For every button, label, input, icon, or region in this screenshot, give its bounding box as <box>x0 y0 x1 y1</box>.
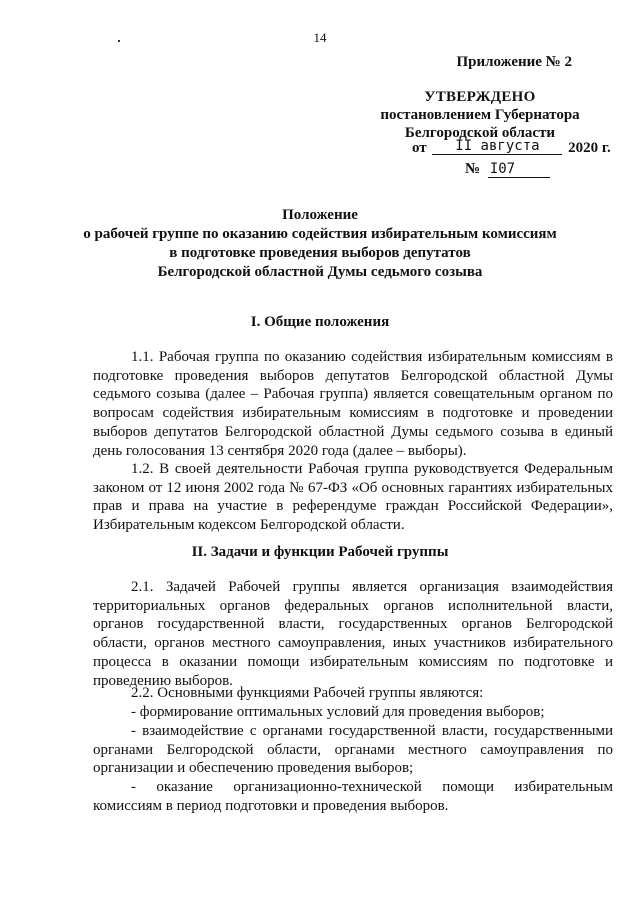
section-2-heading: II. Задачи и функции Рабочей группы <box>191 544 449 560</box>
appendix-label: Приложение № 2 <box>456 54 572 70</box>
approval-date-line <box>412 140 611 157</box>
section-1-heading: I. Общие положения <box>250 314 390 330</box>
approval-title: УТВЕРЖДЕНО <box>424 89 536 105</box>
title-line-3: в подготовке проведения выборов депутатов <box>169 245 471 261</box>
approval-line-2: Белгородской области <box>404 125 556 141</box>
function-item-3-text: - оказание организационно-технической помощи избирательным комиссиям в период подготовки и проведения выборов. <box>93 779 613 814</box>
number-prefix: № <box>465 161 481 177</box>
scan-speck <box>118 40 120 42</box>
paragraph-1-1 <box>93 348 613 460</box>
date-value: II августа <box>432 138 562 155</box>
paragraph-1-2 <box>93 460 613 535</box>
date-prefix: от <box>412 140 427 156</box>
number-value: I07 <box>488 161 550 178</box>
document-title <box>0 206 640 282</box>
title-line-1: Положение <box>282 207 358 223</box>
paragraph-2-2: 2.2. Основными функциями Рабочей группы являются: <box>131 685 484 701</box>
approval-block <box>380 88 580 142</box>
approval-line-1: постановлением Губернатора <box>380 107 580 123</box>
page-number: 14 <box>313 30 327 45</box>
paragraph-1-1-text: 1.1. Рабочая группа по оказанию содействия избирательным комиссиям в подготовке проведения выборов депутатов Белгородской областной Думы седьмого созыва (далее – Рабочая группа) является совещательным органом по вопросам содействия избирательным комиссиям в подготовке и проведении выборов депутатов Белгородской областной Думы седьмого созыва в единый день голосования 13 сентября 2020 года (далее – выборы). <box>93 349 613 459</box>
function-item-3 <box>93 778 613 815</box>
function-item-2-text: - взаимодействие с органами государственной власти, государственными органами Белгородской области, органами местного самоуправления по организации и обеспечению проведения выборов; <box>93 723 613 777</box>
paragraph-2-1 <box>93 578 613 690</box>
function-item-1: - формирование оптимальных условий для проведения выборов; <box>131 704 545 720</box>
date-suffix: 2020 г. <box>568 140 611 156</box>
title-line-2: о рабочей группе по оказанию содействия избирательным комиссиям <box>83 226 557 242</box>
paragraph-1-2-text: 1.2. В своей деятельности Рабочая группа руководствуется Федеральным законом от 12 июня 2002 года № 67-ФЗ «Об основных гарантиях избирательных прав и права на участие в референдуме граждан Российской Федерации», Избирательным кодексом Белгородской области. <box>93 461 613 534</box>
function-item-2 <box>93 722 613 778</box>
approval-number-line <box>465 161 550 178</box>
paragraph-2-1-text: 2.1. Задачей Рабочей группы является организация взаимодействия территориальных органов федеральных органов исполнительной власти, органов государственной власти, государственных органов Белгородской области, органов местного самоуправления, иных участников избирательного процесса в оказании помощи избирательным комиссиям по подготовке и проведению выборов. <box>93 579 613 689</box>
title-line-4: Белгородской областной Думы седьмого созыва <box>157 264 483 280</box>
